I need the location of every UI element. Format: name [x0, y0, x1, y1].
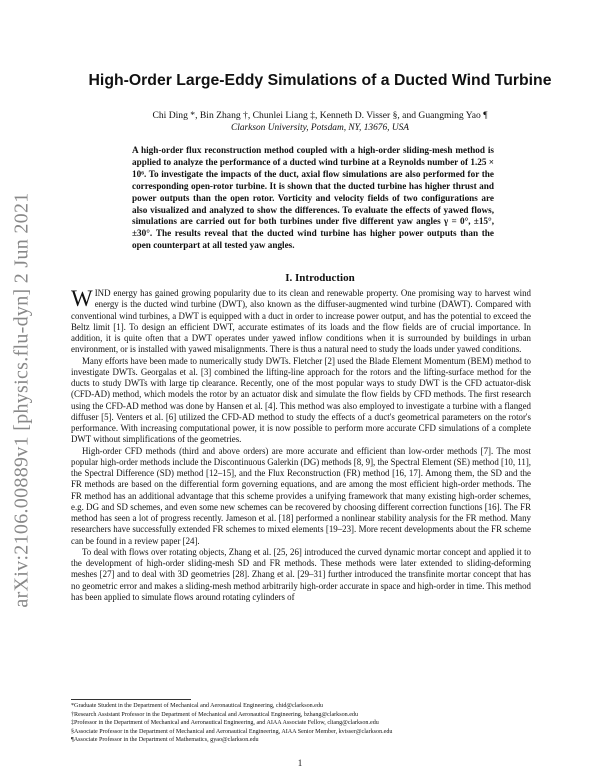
footnotes	[71, 702, 531, 745]
intro-paragraph-2: Many efforts have been made to numerically study DWTs. Fletcher [2] used the Blade Element Momentum (BEM) method to investigate DWTs. Georgalas et al. [3] combined the lifting-line approach for the rotors and the lifting-surface method for the ducts to study DWTs with large tip clearance. Recently, one of the most popular ways to study DWT is the CFD actuator-disk (CFD-AD) method, which models the rotor by an actuator disk and simulate the flow fields by CFD methods. The first research using the CFD-AD method was done by Hansen et al. [4]. This method was also employed to investigate a turbine with a flanged diffuser [5]. Venters et al. [6] utilized the CFD-AD method to study the effects of a duct's geometrical parameters on the rotor's performance. With increasing computational power, it is now possible to perform more accurate CFD simulations of a complete DWT without simplifications of the geometries.	[71, 355, 531, 445]
drop-cap: W	[71, 286, 93, 311]
section-heading-introduction: I. Introduction	[285, 272, 355, 284]
footnote: ¶Associate Professor in the Department of Mathematics, gyao@clarkson.edu	[71, 737, 259, 743]
small-caps-lead: IND	[94, 288, 111, 298]
footnote: ‡Professor in the Department of Mechanical and Aeronautical Engineering, and AIAA Associate Fellow, cliang@clarkson.edu	[71, 720, 379, 726]
abstract: A high-order flux reconstruction method coupled with a high-order sliding-mesh method is applied to analyze the performance of a ducted wind turbine at a Reynolds number of 1.25 × 10⁶. To investigate the impacts of the duct, axial flow simulations are also performed for the corresponding open-rotor turbine. It is shown that the ducted turbine has higher thrust and power outputs than the open rotor. Vorticity and velocity fields of two configurations are also visualized and analyzed to show the differences. To evaluate the effects of yawed flows, simulations are carried out for both turbines under five different yaw angles γ = 0°, ±15°, ±30°. The results reveal that the ducted wind turbine has higher power outputs than the open counterpart at all tested yaw angles.	[132, 145, 494, 251]
footnote-rule	[71, 699, 191, 700]
arxiv-sidebar-stamp	[0, 192, 44, 608]
paper-title: High-Order Large-Eddy Simulations of a Ducted Wind Turbine	[88, 72, 552, 89]
intro-paragraph-1	[71, 288, 531, 356]
intro-paragraph-1-text: energy has gained growing popularity due to its clean and renewable property. One promising way to harvest wind energy is the ducted wind turbine (DWT), also known as the diffuser-augmented wind turbine (DAWT). Compared with conventional wind turbines, a DWT is equipped with a duct in order to increase power output, and has the potential to exceed the Beltz limit [1]. To design an efficient DWT, accurate estimates of its loads and the flow fields are of crucial importance. In addition, it is quite often that a DWT operates under yawed inflow conditions when it is surrounded by buildings in urban environment, or is installed with yawed misalignments. There is thus a natural need to study the loads under yawed conditions.	[71, 288, 531, 355]
arxiv-identifier: arXiv:2106.00889v1 [physics.flu-dyn] 2 Jun 2021	[10, 192, 33, 608]
footnote: †Research Assistant Professor in the Department of Mechanical and Aeronautical Engineering, bzhang@clarkson.edu	[71, 711, 359, 718]
author-list: Chi Ding *, Bin Zhang †, Chunlei Liang ‡, Kenneth D. Visser §, and Guangming Yao ¶	[152, 110, 488, 121]
affiliation: Clarkson University, Potsdam, NY, 13676, USA	[230, 123, 410, 133]
intro-paragraph-4: To deal with flows over rotating objects, Zhang et al. [25, 26] introduced the curved dynamic mortar concept and applied it to the development of high-order sliding-mesh SD and FR methods. These methods were later extended to sliding-deforming meshes [27] and to deal with 3D geometries [28]. Zhang et al. [29–31] further introduced the transfinite mortar concept that has no geometric error and makes a sliding-mesh method arbitrarily high-order accurate in space and high-order in time. This method has been applied to simulate flows around rotating cylinders of	[71, 546, 531, 602]
intro-paragraph-3: High-order CFD methods (third and above orders) are more accurate and efficient than low-order methods [7]. The most popular high-order methods include the Discontinuous Galerkin (DG) methods [8, 9], the Spectral Element (SE) method [10, 11], the Spectral Difference (SD) method [12–15], and the Flux Reconstruction (FR) method [16, 17]. Among them, the SD and the FR methods are based on the differential form governing equations, and are among the most efficient high-order methods. The FR method has an additional advantage that this scheme provides a unifying framework that many existing high-order schemes, e.g. DG and SD schemes, and even some new schemes can be recovered by choosing different correction functions [16]. The FR method has seen a lot of progress recently. Jameson et al. [18] performed a nonlinear stability analysis for the FR method. Many researchers have successfully extended FR schemes to mixed elements [19–23]. More recent developments about the FR scheme can be found in a review paper [24].	[71, 445, 531, 546]
footnote: *Graduate Student in the Department of Mechanical and Aeronautical Engineering, chid@clarkson.edu	[71, 703, 323, 709]
page-number: 1	[297, 758, 303, 768]
introduction-body	[71, 288, 531, 603]
footnote: §Associate Professor in the Department of Mechanical and Aeronautical Engineering, AIAA Senior Member, kvisser@clarkson.edu	[71, 728, 393, 735]
